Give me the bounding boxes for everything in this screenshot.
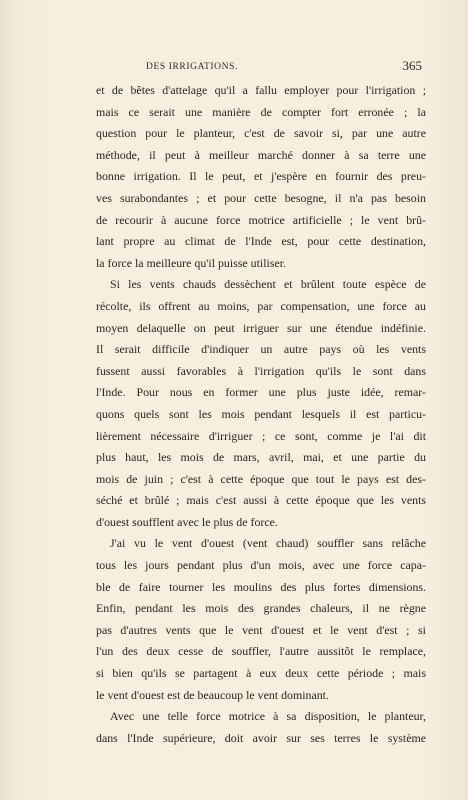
text-line: d'ouest soufflent avec le plus de force. (96, 514, 278, 529)
text-line: séché et brûlé ; mais c'est aussi à cette époque que les vents (96, 493, 426, 508)
text-line: ble de faire tourner les moulins des plus fortes dimensions. (96, 579, 426, 594)
text-line: récolte, ils offrent au moins, par compensation, une force au (96, 298, 426, 313)
text-line: mois de juin ; c'est à cette époque que tout le pays est des- (96, 471, 426, 486)
paragraph (96, 533, 426, 706)
text-line: l'Inde. Pour nous en former une plus juste idée, remar- (96, 385, 426, 400)
text-line: lant propre au climat de l'Inde est, pour cette destination, (96, 234, 426, 249)
body-text (96, 80, 426, 749)
paragraph (96, 706, 426, 749)
text-line: mais ce serait une manière de compter fort erronée ; la (96, 104, 426, 119)
text-line: bonne irrigation. Il le peut, et j'espère en fournir des preu- (96, 169, 426, 184)
paragraph (96, 274, 426, 533)
text-line: de recourir à aucune force motrice artificielle ; le vent brû- (96, 212, 426, 227)
paragraph (96, 80, 426, 274)
text-line: tous les jours pendant plus d'un mois, avec une force capa- (96, 558, 426, 573)
text-line: la force la meilleure qu'il puisse utiliser. (96, 255, 287, 270)
text-line: Si les vents chauds dessèchent et brûlent toute espèce de (110, 277, 426, 292)
text-line: Il serait difficile d'indiquer un autre pays où les vents (96, 342, 426, 357)
text-line: question pour le planteur, c'est de savoir si, par une autre (96, 126, 426, 141)
text-line: dans l'Inde supérieure, doit avoir sur ses terres le système (96, 730, 426, 745)
running-title: DES IRRIGATIONS. (146, 62, 238, 72)
text-line: et de bêtes d'attelage qu'il a fallu employer pour l'irrigation ; (96, 83, 426, 97)
text-line: fussent aussi favorables à l'irrigation qu'ils le sont dans (96, 363, 426, 378)
text-line: plus haut, les mois de mars, avril, mai, et une partie du (96, 450, 426, 465)
text-line: pas d'autres vents que le vent d'ouest et le vent d'est ; si (96, 622, 426, 637)
text-line: si bien qu'ils se partagent à eux deux cette période ; mais (96, 666, 426, 681)
text-line: lièrement nécessaire d'irriguer ; ce sont, comme je l'ai dit (96, 428, 426, 443)
text-line: Avec une telle force motrice à sa disposition, le planteur, (110, 709, 426, 724)
text-line: ves surabondantes ; et pour cette besogne, il n'a pas besoin (96, 190, 426, 205)
page-header (96, 58, 426, 78)
text-line: J'ai vu le vent d'ouest (vent chaud) souffler sans relâche (110, 536, 426, 551)
page-number: 365 (402, 58, 422, 73)
text-line: l'un des deux cesse de souffler, l'autre aussitôt le remplace, (96, 644, 426, 659)
text-line: moyen delaquelle on peut irriguer sur une étendue indéfinie. (96, 320, 426, 335)
text-line: quons quels sont les mois pendant lesquels il est particu- (96, 406, 426, 421)
text-line: le vent d'ouest est de beaucoup le vent dominant. (96, 687, 329, 702)
text-line: méthode, il peut à meilleur marché donner à sa terre une (96, 147, 426, 162)
text-line: Enfin, pendant les mois des grandes chaleurs, il ne règne (96, 601, 426, 616)
